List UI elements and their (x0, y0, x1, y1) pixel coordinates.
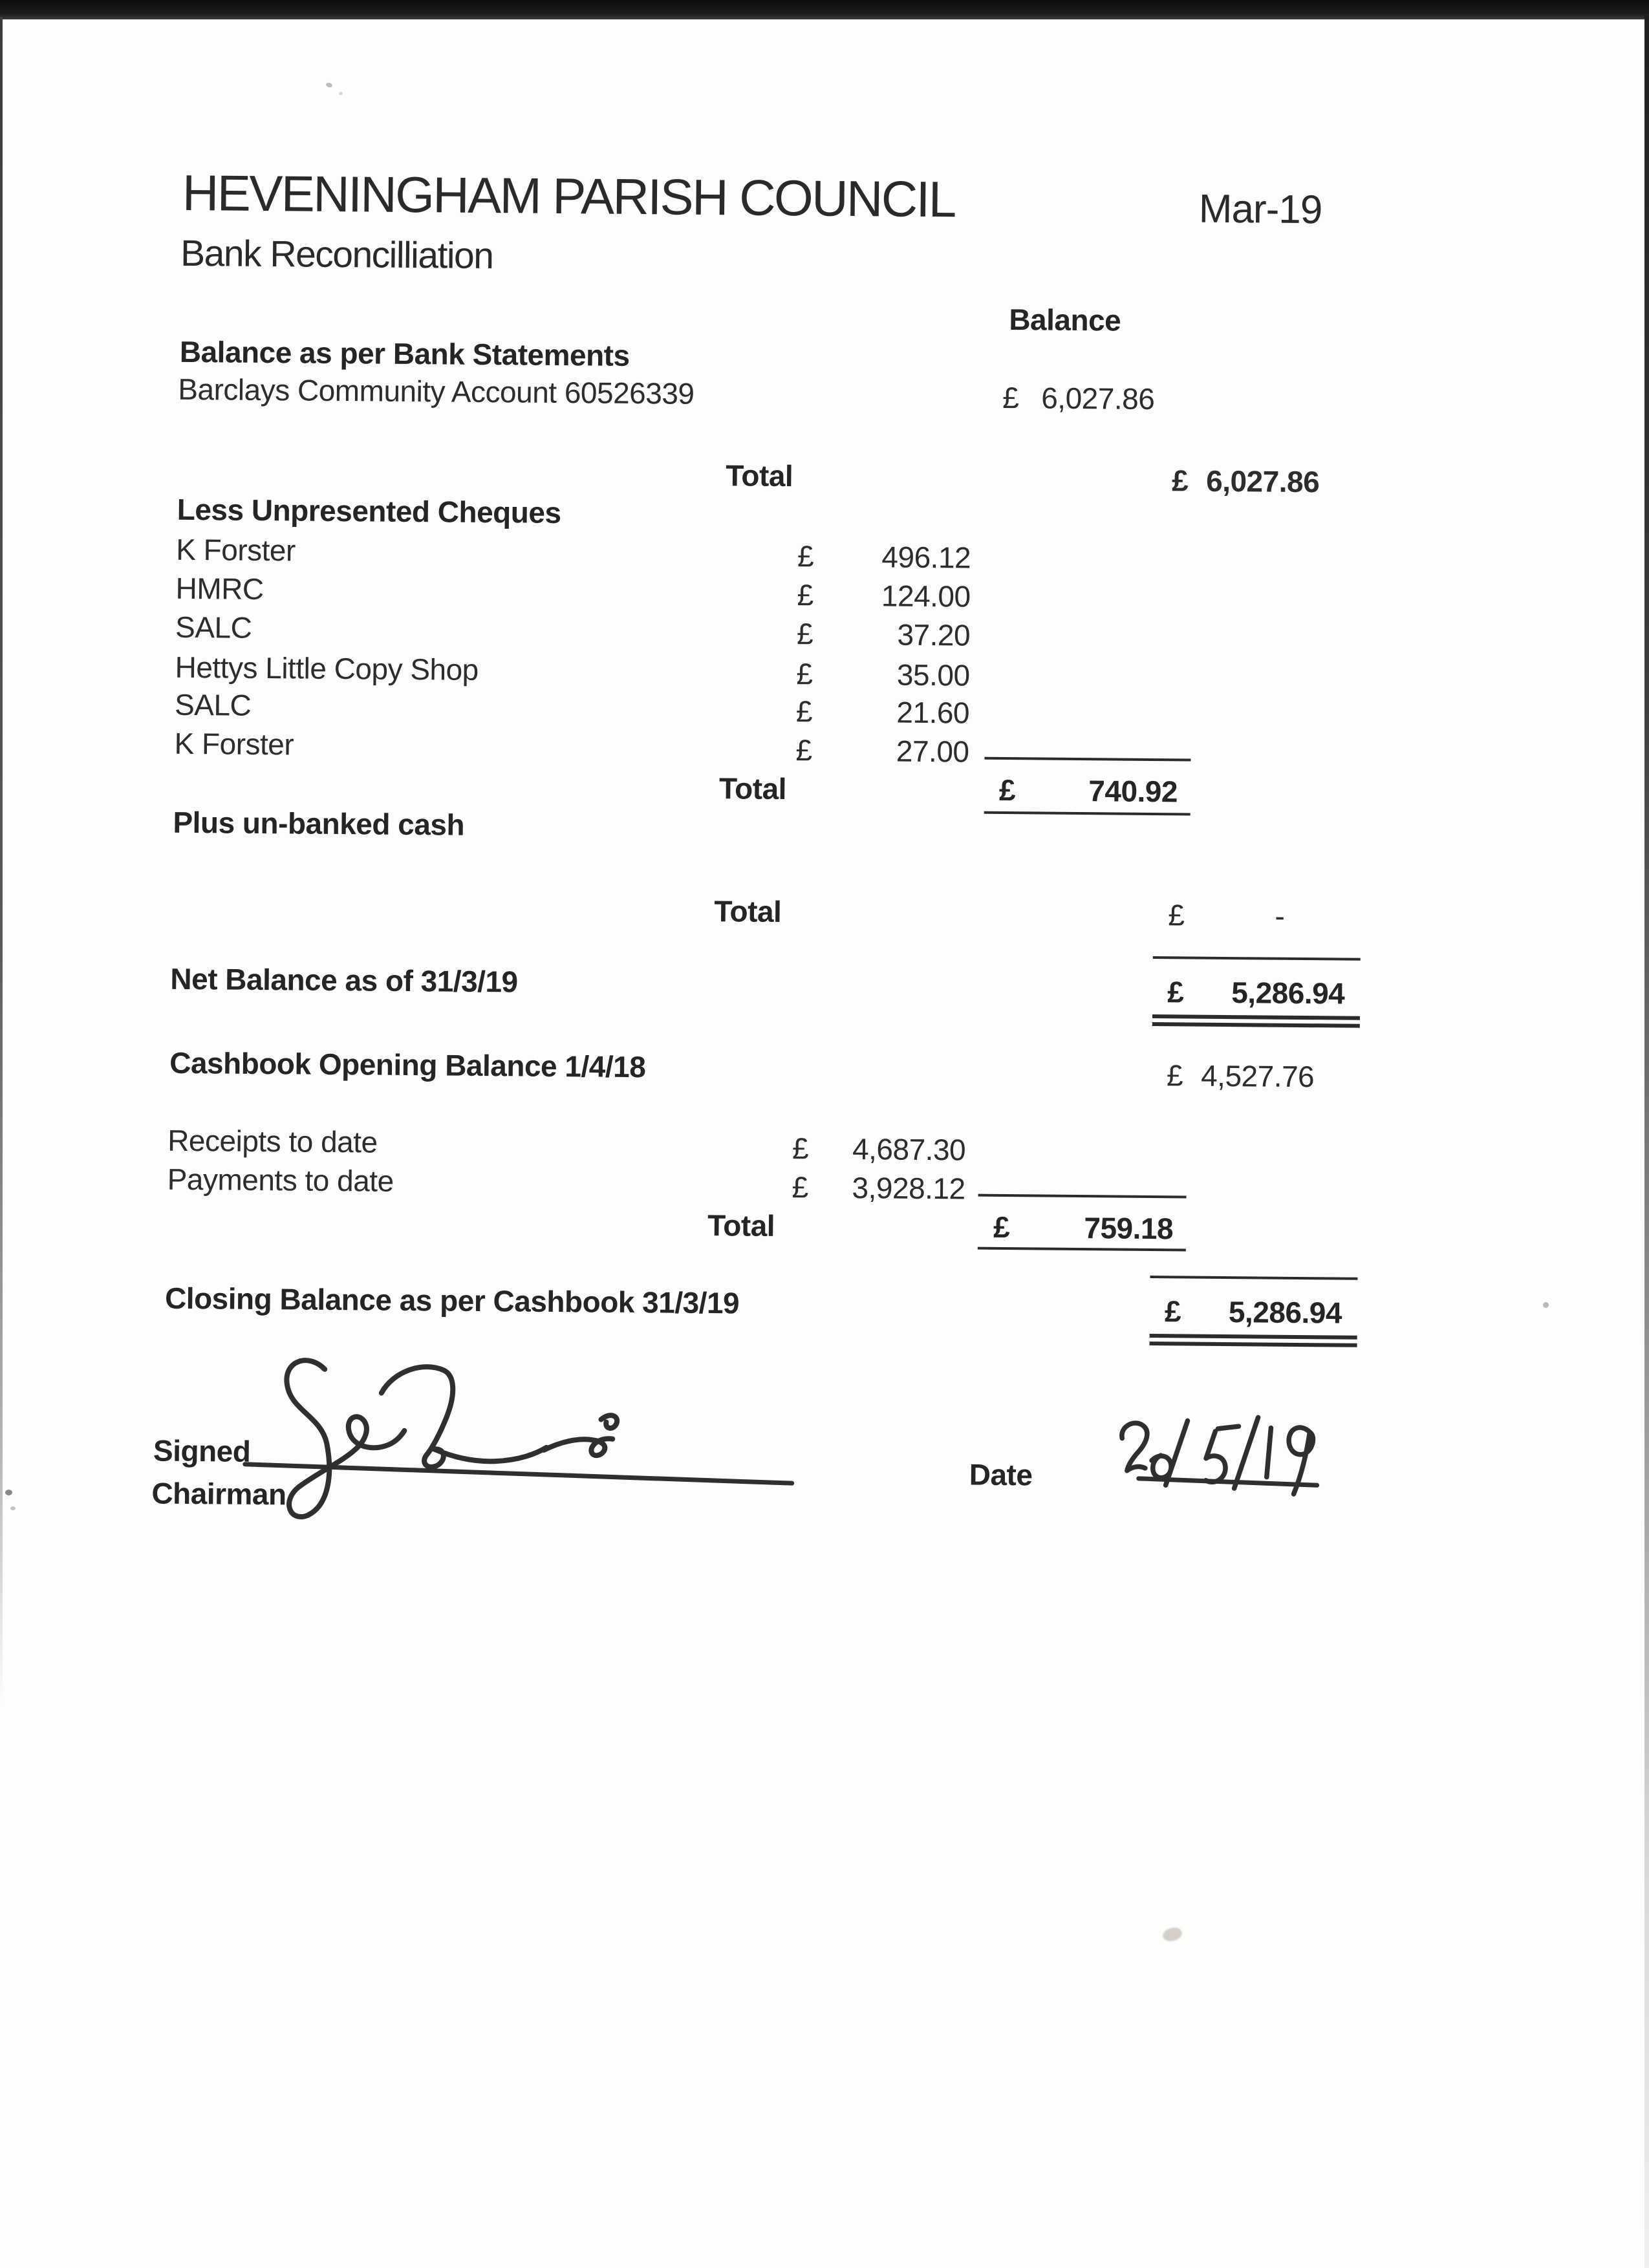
amount-value: 4,687.30 (852, 1131, 966, 1167)
amount-value: 5,286.94 (1228, 1295, 1342, 1330)
cheque-row-amount (796, 657, 969, 692)
bank-statements-section-label: Balance as per Bank Statements (179, 334, 630, 372)
unpresented-cheques-section-label: Less Unpresented Cheques (177, 492, 561, 530)
amount-value: 740.92 (1088, 774, 1178, 809)
bank-statements-total-amount (1172, 464, 1319, 499)
cheque-row-label: Hettys Little Copy Shop (175, 650, 479, 687)
payments-label: Payments to date (167, 1162, 394, 1198)
amount-value: 124.00 (881, 579, 971, 614)
chairman-signature (241, 1352, 806, 1546)
amount-value: 27.00 (896, 734, 969, 769)
amount-value: - (1275, 899, 1285, 933)
currency-symbol: £ (797, 539, 814, 573)
closing-balance-label: Closing Balance as per Cashbook 31/3/19 (164, 1281, 740, 1320)
currency-symbol: £ (792, 1170, 808, 1204)
cashbook-total-label: Total (707, 1208, 775, 1243)
net-balance-label: Net Balance as of 31/3/19 (170, 961, 518, 999)
chairman-label: Chairman (151, 1476, 286, 1512)
cheque-row-label: K Forster (175, 532, 296, 568)
amount-value: 6,027.86 (1205, 464, 1320, 499)
currency-symbol: £ (796, 617, 814, 651)
amount-value: 35.00 (896, 658, 970, 692)
currency-symbol: £ (796, 657, 813, 691)
cheque-row-label: K Forster (174, 726, 294, 762)
currency-symbol: £ (792, 1131, 809, 1166)
account-balance-amount (1002, 381, 1154, 416)
receipts-label: Receipts to date (167, 1123, 378, 1159)
amount-value: 37.20 (897, 617, 971, 652)
account-row-label: Barclays Community Account 60526339 (178, 372, 695, 411)
period-label: Mar-19 (1198, 186, 1322, 233)
handwritten-date (1111, 1411, 1334, 1501)
currency-symbol: £ (1171, 464, 1189, 498)
signed-label: Signed (153, 1433, 251, 1468)
currency-symbol: £ (795, 694, 813, 729)
cheque-row-amount (795, 733, 969, 769)
currency-symbol: £ (1166, 1058, 1183, 1093)
currency-symbol: £ (993, 1210, 1010, 1245)
unbanked-cash-total-amount (1168, 898, 1315, 934)
unpresented-cheques-total-label: Total (718, 771, 787, 806)
payments-amount (792, 1170, 965, 1206)
amount-value: 21.60 (896, 695, 970, 730)
amount-value: 759.18 (1084, 1211, 1174, 1246)
page-subtitle: Bank Reconcilliation (180, 232, 493, 277)
cheque-row-label: SALC (175, 610, 252, 645)
net-balance-amount (1152, 956, 1361, 1028)
currency-symbol: £ (998, 773, 1016, 808)
page-title: HEVENINGHAM PARISH COUNCIL (182, 164, 956, 228)
amount-value: 5,286.94 (1231, 976, 1345, 1011)
currency-symbol: £ (797, 578, 814, 612)
cheque-row-amount (797, 539, 971, 575)
date-label: Date (969, 1457, 1033, 1492)
cashbook-opening-label: Cashbook Opening Balance 1/4/18 (169, 1045, 646, 1084)
currency-symbol: £ (1168, 898, 1185, 932)
unbanked-cash-total-label: Total (714, 894, 782, 928)
unbanked-cash-section-label: Plus un-banked cash (173, 805, 465, 842)
amount-value: 6,027.86 (1041, 381, 1155, 416)
cheque-row-amount (797, 578, 970, 614)
balance-column-header: Balance (1009, 303, 1121, 337)
unpresented-cheques-total-amount (984, 757, 1191, 816)
currency-symbol: £ (795, 733, 812, 767)
currency-symbol: £ (1002, 380, 1019, 415)
amount-value: 3,928.12 (852, 1170, 965, 1206)
currency-symbol: £ (1164, 1294, 1181, 1329)
cashbook-total-amount (978, 1194, 1187, 1252)
cheque-row-amount (796, 694, 969, 730)
closing-balance-amount (1150, 1276, 1358, 1347)
amount-value: 4,527.76 (1200, 1058, 1315, 1094)
receipts-amount (792, 1131, 965, 1167)
cheque-row-amount (797, 617, 970, 652)
currency-symbol: £ (1167, 975, 1184, 1009)
cheque-row-label: SALC (174, 687, 252, 722)
cheque-row-label: HMRC (175, 571, 264, 606)
bank-statements-total-label: Total (726, 458, 793, 493)
amount-value: 496.12 (881, 540, 971, 575)
cashbook-opening-amount (1167, 1058, 1314, 1094)
